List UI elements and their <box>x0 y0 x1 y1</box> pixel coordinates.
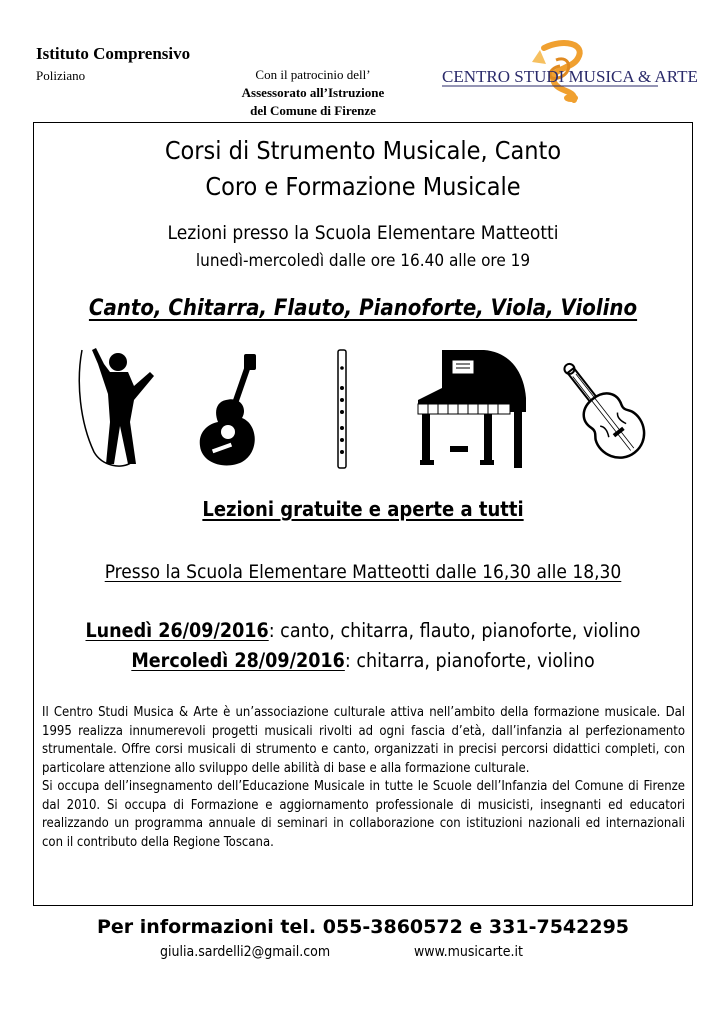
title-line-2: Coro e Formazione Musicale <box>205 172 521 201</box>
patronage <box>198 66 428 120</box>
flute-icon <box>334 348 350 470</box>
school-subtitle: Poliziano <box>36 68 86 83</box>
description-paragraph-2: Si occupa dell’insegnamento dell’Educazione Musicale in tutte le Scuole dell’Infanzia del Comune di Firenze dal 2010. Si occupa di Formazione e aggiornamento professionale di musicisti, insegnanti ed educatori realizzando un programma annuale di seminari in collaborazione con istituzioni nazionali ed internazionali con il contributo della Regione Toscana. <box>42 779 685 850</box>
centro-studi-logo <box>436 40 698 110</box>
piano-icon <box>414 348 532 470</box>
school-name: Istituto Comprensivo <box>36 44 191 63</box>
patronage-line-3: del Comune di Firenze <box>250 103 376 118</box>
lessons-time: lunedì-mercoledì dalle ore 16.40 alle ore 19 <box>195 251 531 271</box>
contact-phone-line: Per informazioni tel. 055-3860572 e 331-7542295 <box>96 916 630 938</box>
day-instruments: : chitarra, pianoforte, violino <box>344 649 595 672</box>
lessons-location: Lezioni presso la Scuola Elementare Matteotti <box>167 222 559 244</box>
instruments-list: Canto, Chitarra, Flauto, Pianoforte, Viola, Violino <box>88 296 638 321</box>
free-lessons-line: Lezioni gratuite e aperte a tutti <box>202 497 524 521</box>
day-wednesday <box>33 649 693 672</box>
patronage-line-1: Con il patrocinio dell’ <box>255 67 371 82</box>
day-label: Lunedì 26/09/2016 <box>85 619 269 642</box>
patronage-line-2: Assessorato all’Istruzione <box>241 85 385 100</box>
violin-icon <box>552 364 662 470</box>
description <box>42 704 685 852</box>
day-instruments: : canto, chitarra, flauto, pianoforte, violino <box>268 619 641 642</box>
day-label: Mercoledì 28/09/2016 <box>131 649 345 672</box>
contact-website[interactable]: www.musicarte.it <box>414 944 523 960</box>
title-line-1: Corsi di Strumento Musicale, Canto <box>164 136 562 165</box>
day-monday <box>33 619 693 642</box>
presso-line: Presso la Scuola Elementare Matteotti dalle 16,30 alle 18,30 <box>104 561 622 583</box>
contact-email[interactable]: giulia.sardelli2@gmail.com <box>160 944 331 960</box>
singer-icon <box>72 342 162 472</box>
logo-text: CENTRO STUDI MUSICA & ARTE <box>442 67 698 86</box>
guitar-icon <box>196 352 268 470</box>
description-paragraph-1: Il Centro Studi Musica & Arte è un’associazione culturale attiva nell’ambito della formazione musicale. Dal 1995 realizza innumerevoli progetti musicali rivolti ad ogni fascia d’età, dall’infanzia al perfezionamento strumentale. Offre corsi musicali di strumento e canto, organizzati in precisi percorsi didattici completi, con particolare attenzione allo sviluppo delle abilità di base e alla formazione culturale. <box>42 705 685 776</box>
